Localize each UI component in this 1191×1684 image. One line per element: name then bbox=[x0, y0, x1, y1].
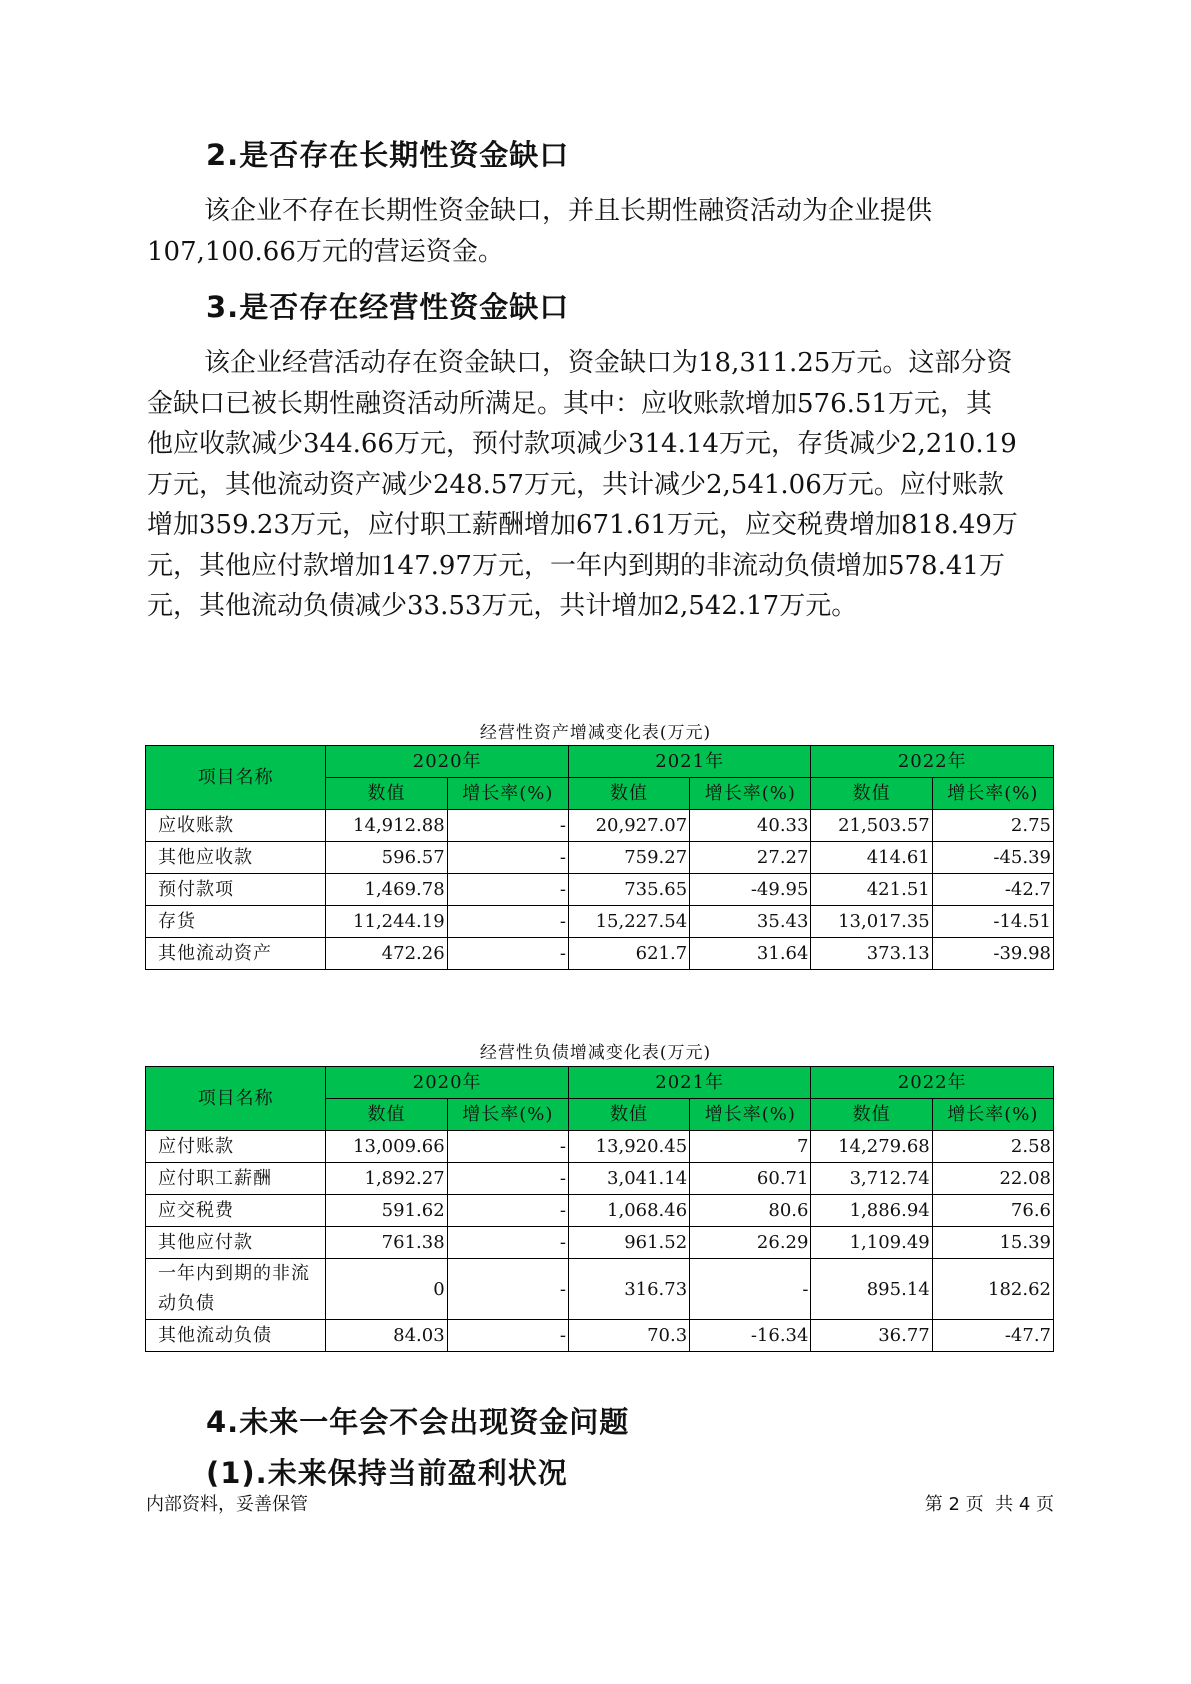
row-name: 一年内到期的非流动负债 bbox=[146, 1259, 326, 1320]
table-row bbox=[146, 1320, 1054, 1352]
page-number: 第 2 页 共 4 页 bbox=[924, 1494, 1054, 1515]
table-row bbox=[146, 938, 1054, 970]
cell: -42.7 bbox=[932, 874, 1053, 906]
cell: 1,109.49 bbox=[811, 1227, 932, 1259]
cell: 761.38 bbox=[326, 1227, 447, 1259]
table-row bbox=[146, 810, 1054, 842]
section4-subheading: (1).未来保持当前盈利状况 bbox=[206, 1456, 568, 1490]
section2-line1: 该企业不存在长期性资金缺口，并且长期性融资活动为企业提供 bbox=[204, 196, 933, 226]
cell: 15,227.54 bbox=[568, 906, 689, 938]
table-row bbox=[146, 1259, 1054, 1320]
section3-line: 元，其他流动负债减少33.53万元，共计增加2,542.17万元。 bbox=[147, 591, 858, 621]
row-name: 其他应收款 bbox=[146, 842, 326, 874]
row-name: 应交税费 bbox=[146, 1195, 326, 1227]
cell: 0 bbox=[326, 1259, 447, 1320]
cell: 22.08 bbox=[932, 1163, 1053, 1195]
cell: 40.33 bbox=[690, 810, 811, 842]
cell: - bbox=[447, 1227, 568, 1259]
cell: 36.77 bbox=[811, 1320, 932, 1352]
cell: 316.73 bbox=[568, 1259, 689, 1320]
year-header: 2021年 bbox=[568, 746, 811, 778]
cell: 13,017.35 bbox=[811, 906, 932, 938]
cell: 3,712.74 bbox=[811, 1163, 932, 1195]
cell: 621.7 bbox=[568, 938, 689, 970]
table1-caption: 经营性资产增减变化表(万元) bbox=[479, 723, 712, 743]
cell: 2.75 bbox=[932, 810, 1053, 842]
row-name: 预付款项 bbox=[146, 874, 326, 906]
table-row bbox=[146, 1131, 1054, 1163]
cell: 1,892.27 bbox=[326, 1163, 447, 1195]
cell: -16.34 bbox=[690, 1320, 811, 1352]
year-header: 2020年 bbox=[326, 1067, 569, 1099]
cell: 421.51 bbox=[811, 874, 932, 906]
cell: 3,041.14 bbox=[568, 1163, 689, 1195]
section3-heading: 3.是否存在经营性资金缺口 bbox=[206, 290, 570, 324]
table-row bbox=[146, 906, 1054, 938]
table-row bbox=[146, 842, 1054, 874]
cell: 80.6 bbox=[690, 1195, 811, 1227]
cell: 14,912.88 bbox=[326, 810, 447, 842]
section3-paragraph bbox=[147, 343, 1052, 627]
row-name: 应收账款 bbox=[146, 810, 326, 842]
cell: 373.13 bbox=[811, 938, 932, 970]
cell: 414.61 bbox=[811, 842, 932, 874]
cell: 84.03 bbox=[326, 1320, 447, 1352]
cell: - bbox=[447, 1259, 568, 1320]
cell: 76.6 bbox=[932, 1195, 1053, 1227]
row-name: 应付账款 bbox=[146, 1131, 326, 1163]
value-header: 数值 bbox=[811, 778, 932, 810]
cell: - bbox=[447, 1163, 568, 1195]
growth-header: 增长率(%) bbox=[447, 1099, 568, 1131]
table-row bbox=[146, 1195, 1054, 1227]
cell: 21,503.57 bbox=[811, 810, 932, 842]
cell: 2.58 bbox=[932, 1131, 1053, 1163]
table-row bbox=[146, 1163, 1054, 1195]
cell: 70.3 bbox=[568, 1320, 689, 1352]
cell: 15.39 bbox=[932, 1227, 1053, 1259]
cell: - bbox=[690, 1259, 811, 1320]
row-name: 其他流动负债 bbox=[146, 1320, 326, 1352]
year-header: 2022年 bbox=[811, 746, 1054, 778]
cell: - bbox=[447, 906, 568, 938]
cell: 182.62 bbox=[932, 1259, 1053, 1320]
cell: -49.95 bbox=[690, 874, 811, 906]
section3-line: 他应收款减少344.66万元，预付款项减少314.14万元，存货减少2,210.19 bbox=[147, 429, 1017, 459]
cell: 591.62 bbox=[326, 1195, 447, 1227]
footer-confidential: 内部资料，妥善保管 bbox=[146, 1494, 308, 1515]
cell: -14.51 bbox=[932, 906, 1053, 938]
section2-paragraph bbox=[147, 191, 1052, 272]
cell: - bbox=[447, 938, 568, 970]
row-name: 其他流动资产 bbox=[146, 938, 326, 970]
cell: 472.26 bbox=[326, 938, 447, 970]
cell: 14,279.68 bbox=[811, 1131, 932, 1163]
section2-line2: 107,100.66万元的营运资金。 bbox=[147, 236, 504, 267]
table-row bbox=[146, 1227, 1054, 1259]
cell: 31.64 bbox=[690, 938, 811, 970]
item-header: 项目名称 bbox=[146, 1067, 326, 1131]
value-header: 数值 bbox=[568, 1099, 689, 1131]
asset-change-table bbox=[145, 745, 1054, 970]
section3-line: 该企业经营活动存在资金缺口，资金缺口为18,311.25万元。这部分资 bbox=[204, 348, 1013, 378]
cell: -47.7 bbox=[932, 1320, 1053, 1352]
cell: 60.71 bbox=[690, 1163, 811, 1195]
cell: 1,469.78 bbox=[326, 874, 447, 906]
growth-header: 增长率(%) bbox=[690, 778, 811, 810]
cell: - bbox=[447, 1320, 568, 1352]
cell: 759.27 bbox=[568, 842, 689, 874]
section2-heading: 2.是否存在长期性资金缺口 bbox=[206, 138, 570, 172]
section4-heading: 4.未来一年会不会出现资金问题 bbox=[206, 1405, 630, 1439]
value-header: 数值 bbox=[326, 1099, 447, 1131]
growth-header: 增长率(%) bbox=[447, 778, 568, 810]
table2-caption: 经营性负债增减变化表(万元) bbox=[479, 1043, 712, 1063]
growth-header: 增长率(%) bbox=[932, 778, 1053, 810]
row-name: 其他应付款 bbox=[146, 1227, 326, 1259]
cell: 26.29 bbox=[690, 1227, 811, 1259]
year-header: 2021年 bbox=[568, 1067, 811, 1099]
cell: 27.27 bbox=[690, 842, 811, 874]
cell: 7 bbox=[690, 1131, 811, 1163]
section3-line: 金缺口已被长期性融资活动所满足。其中：应收账款增加576.51万元，其 bbox=[147, 388, 992, 419]
value-header: 数值 bbox=[326, 778, 447, 810]
cell: 20,927.07 bbox=[568, 810, 689, 842]
cell: 1,068.46 bbox=[568, 1195, 689, 1227]
section3-line: 万元，其他流动资产减少248.57万元，共计减少2,541.06万元。应付账款 bbox=[147, 469, 1004, 500]
cell: -39.98 bbox=[932, 938, 1053, 970]
table-row bbox=[146, 874, 1054, 906]
year-header: 2020年 bbox=[326, 746, 569, 778]
cell: - bbox=[447, 1131, 568, 1163]
cell: 13,920.45 bbox=[568, 1131, 689, 1163]
section3-line: 元，其他应付款增加147.97万元，一年内到期的非流动负债增加578.41万 bbox=[147, 550, 1005, 581]
cell: 35.43 bbox=[690, 906, 811, 938]
cell: 961.52 bbox=[568, 1227, 689, 1259]
cell: 895.14 bbox=[811, 1259, 932, 1320]
row-name: 应付职工薪酬 bbox=[146, 1163, 326, 1195]
cell: 596.57 bbox=[326, 842, 447, 874]
growth-header: 增长率(%) bbox=[932, 1099, 1053, 1131]
row-name: 存货 bbox=[146, 906, 326, 938]
cell: 13,009.66 bbox=[326, 1131, 447, 1163]
cell: 11,244.19 bbox=[326, 906, 447, 938]
cell: 1,886.94 bbox=[811, 1195, 932, 1227]
year-header: 2022年 bbox=[811, 1067, 1054, 1099]
cell: - bbox=[447, 842, 568, 874]
cell: -45.39 bbox=[932, 842, 1053, 874]
cell: - bbox=[447, 1195, 568, 1227]
cell: - bbox=[447, 810, 568, 842]
cell: - bbox=[447, 874, 568, 906]
liability-change-table bbox=[145, 1066, 1054, 1352]
item-header: 项目名称 bbox=[146, 746, 326, 810]
cell: 735.65 bbox=[568, 874, 689, 906]
section3-line: 增加359.23万元，应付职工薪酬增加671.61万元，应交税费增加818.49万 bbox=[147, 510, 1018, 540]
value-header: 数值 bbox=[568, 778, 689, 810]
value-header: 数值 bbox=[811, 1099, 932, 1131]
growth-header: 增长率(%) bbox=[690, 1099, 811, 1131]
